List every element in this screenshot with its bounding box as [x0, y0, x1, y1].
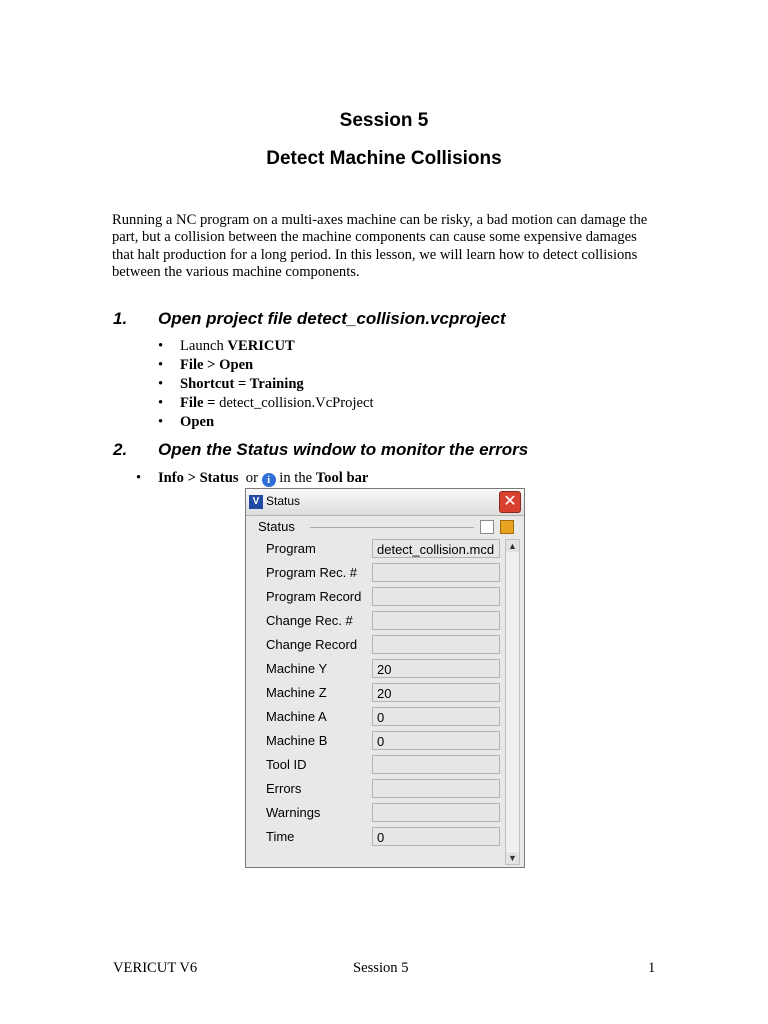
step-item: • Shortcut = Training	[158, 375, 374, 394]
status-window	[245, 488, 525, 868]
app-logo-icon: V	[249, 495, 263, 509]
close-button[interactable]: ✕	[499, 491, 521, 513]
status-value	[372, 803, 500, 822]
scroll-up-icon[interactable]: ▲	[506, 540, 519, 552]
status-value: 0	[372, 707, 500, 726]
status-row: Change Record	[262, 633, 506, 657]
section-1-number: 1.	[113, 309, 128, 328]
step-item: • File > Open	[158, 356, 374, 375]
vertical-scrollbar[interactable]	[505, 539, 520, 865]
intro-paragraph: Running a NC program on a multi-axes machine can be risky, a bad motion can damage the part, but a collision between the machine components can cause some expensive damages that halt production for a long period. In this lesson, we will learn how to detect collisions between the various machine components.	[112, 212, 648, 280]
status-value	[372, 611, 500, 630]
info-icon: i	[262, 473, 276, 487]
section-2-title: Open the Status window to monitor the errors	[158, 440, 529, 459]
status-row: Machine A 0	[262, 705, 506, 729]
section-1-title: Open project file detect_collision.vcproject	[158, 309, 506, 328]
section-1-heading	[113, 309, 506, 329]
status-row: Change Rec. #	[262, 609, 506, 633]
menu-path: Info > Status	[158, 470, 239, 486]
step-item: • Launch VERICUT	[158, 337, 374, 356]
footer-product: VERICUT V6	[113, 960, 198, 976]
status-value	[372, 779, 500, 798]
status-row: Machine B 0	[262, 729, 506, 753]
status-row: Time 0	[262, 825, 506, 849]
section-2-number: 2.	[113, 440, 128, 459]
status-row: Program Record	[262, 585, 506, 609]
status-row: Errors	[262, 777, 506, 801]
status-row: Program detect_collision.mcd	[262, 537, 506, 561]
section-2-heading	[113, 440, 528, 460]
status-row: Warnings	[262, 801, 506, 825]
lesson-title: Detect Machine Collisions	[266, 148, 502, 169]
footer-session: Session 5	[353, 960, 409, 976]
footer-page-number: 1	[648, 960, 656, 976]
session-title: Session 5	[339, 110, 429, 131]
toolbar-label: Tool bar	[315, 470, 369, 486]
step-item: • File = detect_collision.VcProject	[158, 394, 374, 413]
status-row: Tool ID	[262, 753, 506, 777]
section-1-steps	[158, 337, 374, 432]
status-value: 0	[372, 827, 500, 846]
scroll-down-icon[interactable]: ▼	[506, 852, 519, 864]
window-title: Status	[266, 494, 301, 508]
status-row: Program Rec. #	[262, 561, 506, 585]
status-value: 20	[372, 683, 500, 702]
status-value	[372, 635, 500, 654]
status-value: 20	[372, 659, 500, 678]
step-item: • Open	[158, 413, 374, 432]
status-grid	[262, 537, 506, 861]
status-value	[372, 563, 500, 582]
group-label: Status	[258, 519, 295, 534]
export-icon[interactable]	[480, 520, 494, 534]
group-divider	[310, 527, 474, 528]
status-value	[372, 587, 500, 606]
status-value: detect_collision.mcd	[372, 539, 500, 558]
window-titlebar[interactable]	[246, 489, 524, 516]
settings-icon[interactable]	[500, 520, 514, 534]
status-row: Machine Y 20	[262, 657, 506, 681]
status-value: 0	[372, 731, 500, 750]
status-value	[372, 755, 500, 774]
status-row: Machine Z 20	[262, 681, 506, 705]
status-instruction: • Info > Status or i in the Tool bar	[136, 470, 369, 486]
